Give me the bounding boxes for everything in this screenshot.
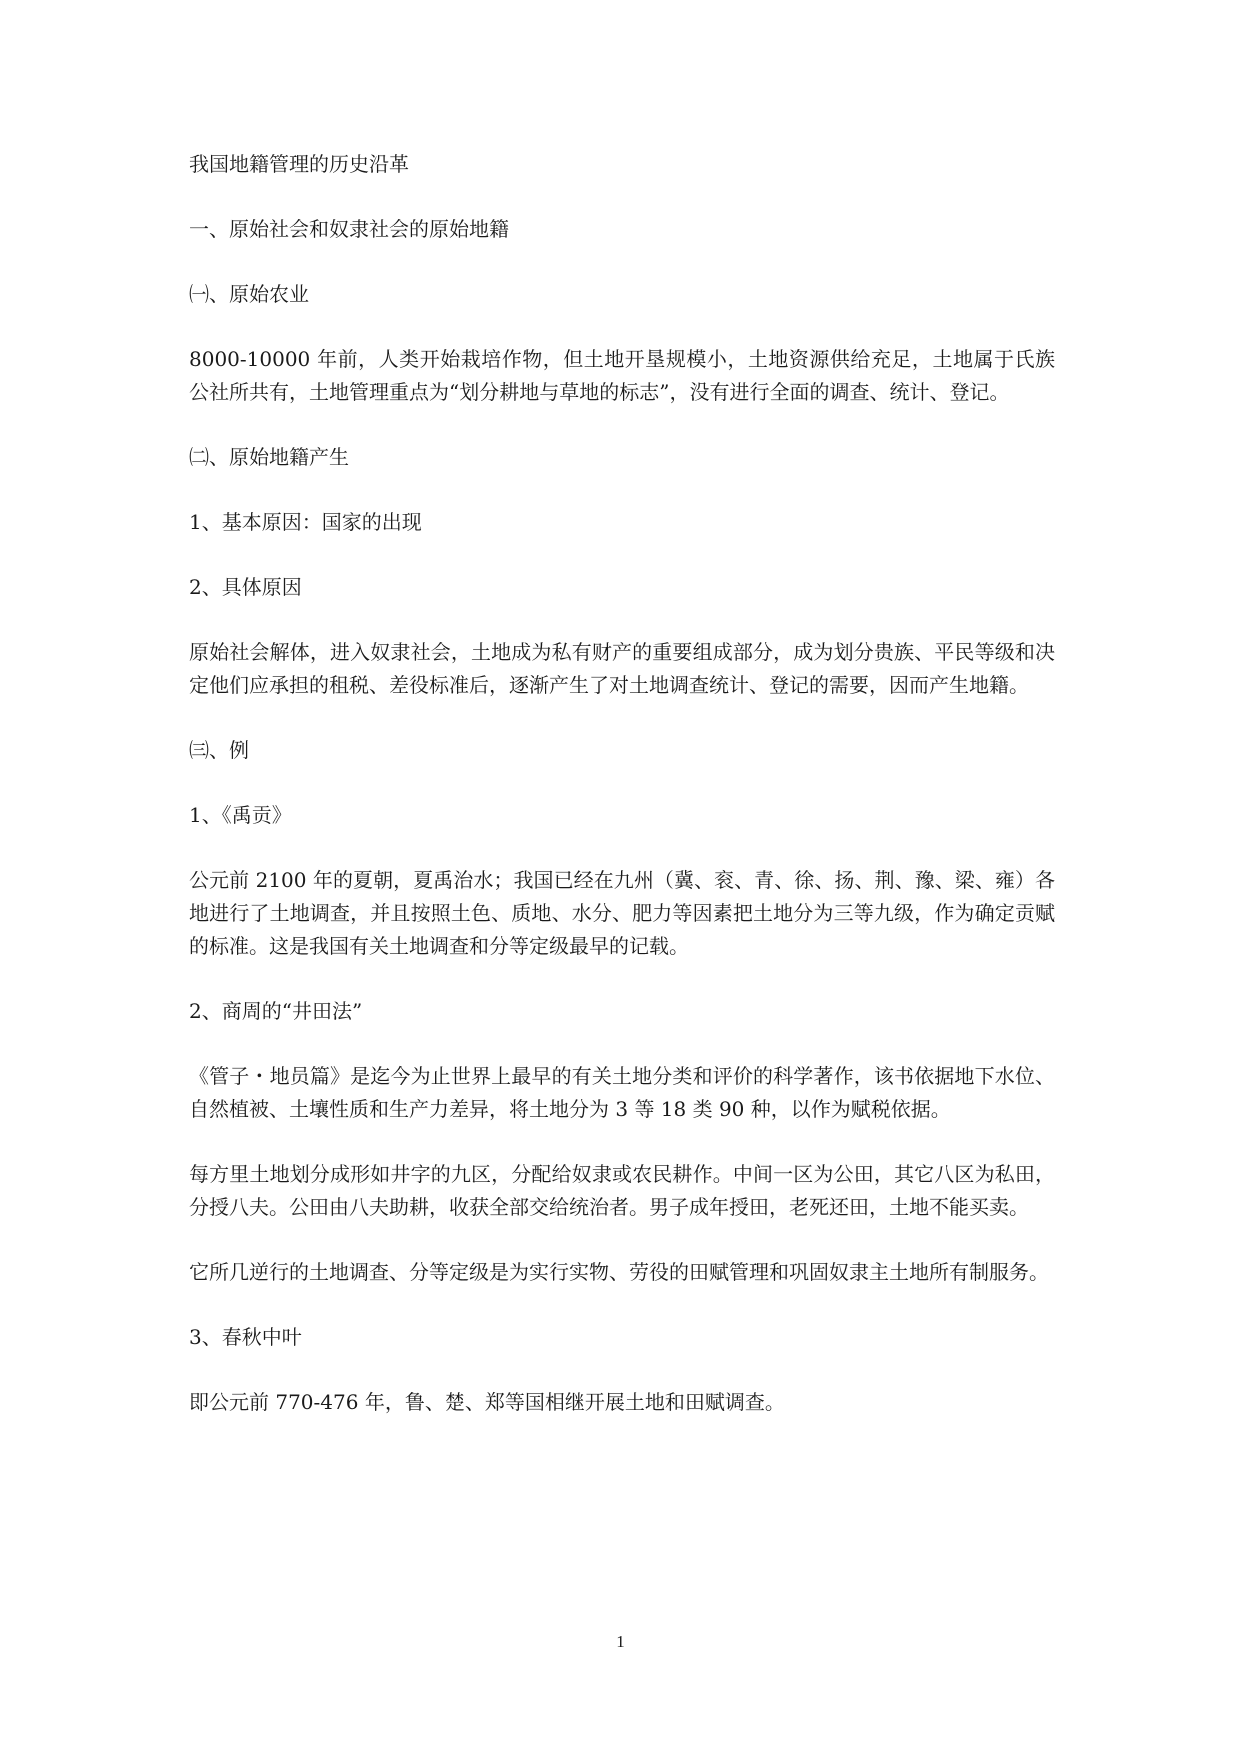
- paragraph-purpose: 它所几逆行的土地调查、分等定级是为实行实物、劳役的田赋管理和巩固奴隶主土地所有制服务。: [189, 1260, 1049, 1284]
- subsection-heading-examples: ㈢、例: [189, 738, 249, 762]
- item-spring-autumn: 3、春秋中叶: [189, 1325, 302, 1349]
- item-well-field-system: 2、商周的“井田法”: [189, 999, 363, 1023]
- section-heading-1: 一、原始社会和奴隶社会的原始地籍: [189, 217, 509, 241]
- subsection-heading-primitive-agriculture: ㈠、原始农业: [189, 282, 309, 306]
- paragraph-primitive-agriculture: 8000-10000 年前，人类开始栽培作物，但土地开垦规模小，土地资源供给充足，土地属于氏族公社所共有，土地管理重点为“划分耕地与草地的标志”，没有进行全面的调查、统计、登记。: [189, 347, 1055, 404]
- item-yugong: 1、《禹贡》: [189, 803, 292, 827]
- item-basic-reason: 1、基本原因：国家的出现: [189, 510, 422, 534]
- document-body: [189, 148, 1055, 1451]
- subsection-heading-cadastre-origin: ㈡、原始地籍产生: [189, 445, 349, 469]
- page-number: 1: [616, 1632, 625, 1651]
- item-specific-reason: 2、具体原因: [189, 575, 302, 599]
- paragraph-well-field: 每方里土地划分成形如井字的九区，分配给奴隶或农民耕作。中间一区为公田，其它八区为私田，分授八夫。公田由八夫助耕，收获全部交给统治者。男子成年授田，老死还田，土地不能买卖。: [189, 1162, 1055, 1219]
- paragraph-specific-reason: 原始社会解体，进入奴隶社会，土地成为私有财产的重要组成部分，成为划分贵族、平民等级和决定他们应承担的租税、差役标准后，逐渐产生了对土地调查统计、登记的需要，因而产生地籍。: [189, 640, 1055, 697]
- paragraph-spring-autumn: 即公元前 770-476 年，鲁、楚、郑等国相继开展土地和田赋调查。: [189, 1390, 785, 1414]
- paragraph-guanzi: 《管子・地员篇》是迄今为止世界上最早的有关土地分类和评价的科学著作，该书依据地下水位、自然植被、土壤性质和生产力差异，将土地分为 3 等 18 类 90 种，以作为赋税依据。: [189, 1064, 1055, 1121]
- document-title: 我国地籍管理的历史沿革: [189, 152, 409, 176]
- paragraph-yugong: 公元前 2100 年的夏朝，夏禹治水；我国已经在九州（冀、衮、青、徐、扬、荆、豫、梁、雍）各地进行了土地调查，并且按照土色、质地、水分、肥力等因素把土地分为三等九级，作为确定贡赋的标准。这是我国有关土地调查和分等定级最早的记载。: [189, 868, 1055, 958]
